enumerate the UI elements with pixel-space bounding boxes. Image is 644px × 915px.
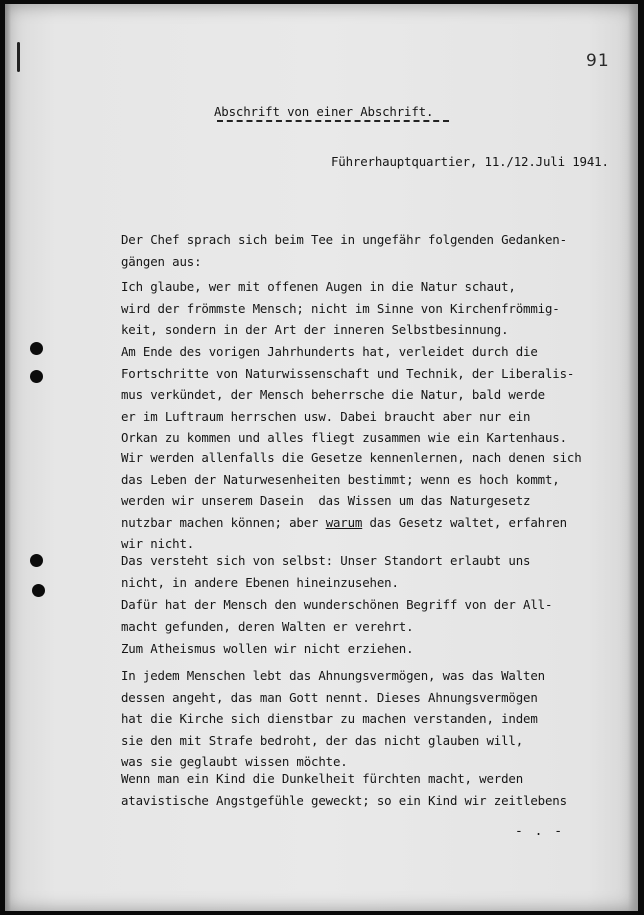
document-page xyxy=(5,4,638,911)
punch-hole xyxy=(30,342,43,355)
paragraph-4 xyxy=(121,447,621,555)
text-line: das Gesetz waltet, erfahren xyxy=(362,514,567,530)
text-line: wir nicht. xyxy=(121,536,195,551)
dateline: Führerhauptquartier, 11./12.Juli 1941. xyxy=(331,154,609,169)
page-right-edge xyxy=(628,4,638,911)
text-line: Orkan zu kommen und alles fliegt zusammen wie ein Kartenhaus. xyxy=(121,430,567,445)
text-line: Ich glaube, wer mit offenen Augen in die Natur schaut, xyxy=(121,279,516,294)
paragraph-1 xyxy=(121,229,621,272)
paragraph-2 xyxy=(121,276,621,341)
text-line: Dafür hat der Mensch den wunderschönen Begriff von der All- xyxy=(121,597,553,612)
text-line: Der Chef sprach sich beim Tee in ungefähr folgenden Gedanken- xyxy=(121,232,567,247)
text-line: Fortschritte von Naturwissenschaft und Technik, der Liberalis- xyxy=(121,365,575,381)
paragraph-8 xyxy=(121,665,621,773)
text-line: sie den mit Strafe bedroht, der das nicht glauben will, xyxy=(121,732,524,748)
paragraph-7 xyxy=(121,638,621,660)
text-line: werden wir unserem Dasein das Wissen um das Naturgesetz xyxy=(121,493,531,508)
punch-hole xyxy=(30,370,43,383)
title-underline xyxy=(217,120,449,122)
paragraph-6 xyxy=(121,594,621,637)
text-line: Zum Atheismus wollen wir nicht erziehen. xyxy=(121,641,414,656)
text-line: Das versteht sich von selbst: Unser Standort erlaubt uns xyxy=(121,553,531,568)
margin-mark xyxy=(17,42,20,72)
text-line: wird der frömmste Mensch; nicht im Sinne von Kirchenfrömmig- xyxy=(121,300,560,316)
continuation-mark: - . - xyxy=(515,824,565,839)
text-line: Am Ende des vorigen Jahrhunderts hat, verleidet durch die xyxy=(121,344,538,359)
text-line: nicht, in andere Ebenen hineinzusehen. xyxy=(121,574,399,590)
text-line: was sie geglaubt wissen möchte. xyxy=(121,754,348,769)
page-left-edge xyxy=(5,4,11,911)
text-line: er im Luftraum herrschen usw. Dabei braucht aber nur ein xyxy=(121,408,531,424)
paragraph-3 xyxy=(121,341,621,449)
punch-hole xyxy=(30,554,43,567)
document-title: Abschrift von einer Abschrift. xyxy=(214,104,434,119)
text-line: nutzbar machen können; aber xyxy=(121,514,326,530)
text-line: Wir werden allenfalls die Gesetze kennenlernen, nach denen sich xyxy=(121,450,582,465)
text-line: hat die Kirche sich dienstbar zu machen verstanden, indem xyxy=(121,711,538,726)
text-line: dessen angeht, das man Gott nennt. Dieses Ahnungsvermögen xyxy=(121,689,538,705)
text-line: keit, sondern in der Art der inneren Selbstbesinnung. xyxy=(121,322,509,337)
page-number: 91 xyxy=(586,51,610,71)
text-line: atavistische Angstgefühle geweckt; so ein Kind wir zeitlebens xyxy=(121,792,567,808)
text-line: das Leben der Naturwesenheiten bestimmt; wenn es hoch kommt, xyxy=(121,471,560,487)
text-line: mus verkündet, der Mensch beherrsche die Natur, bald werde xyxy=(121,387,545,402)
text-line: gängen aus: xyxy=(121,253,202,269)
paragraph-5 xyxy=(121,550,621,593)
paragraph-9 xyxy=(121,768,621,811)
text-line: In jedem Menschen lebt das Ahnungsvermögen, was das Walten xyxy=(121,668,545,683)
punch-hole xyxy=(32,584,45,597)
text-line: Wenn man ein Kind die Dunkelheit fürchten macht, werden xyxy=(121,771,524,786)
underlined-word: warum xyxy=(325,514,363,530)
text-line: macht gefunden, deren Walten er verehrt. xyxy=(121,618,414,634)
